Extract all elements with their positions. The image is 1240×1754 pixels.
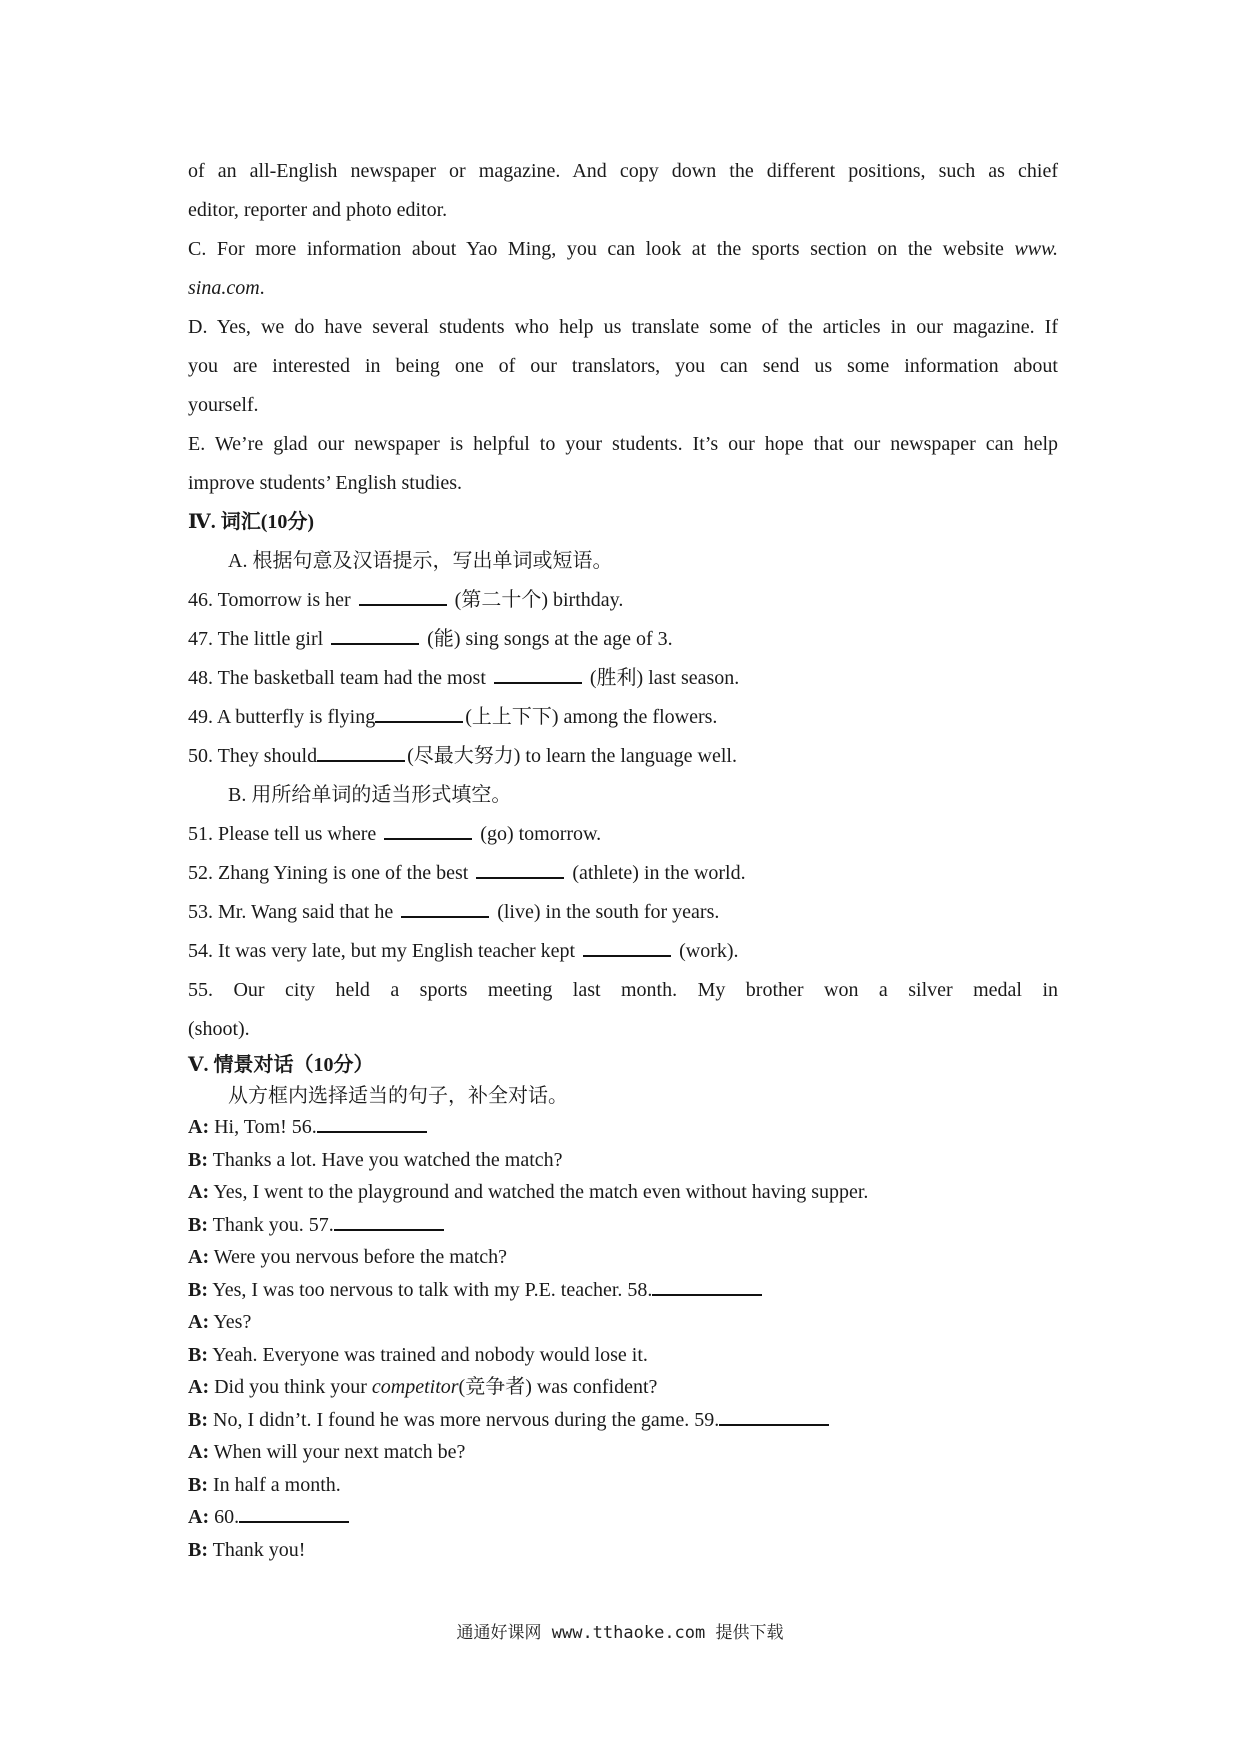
speaker-label: B: (188, 1538, 208, 1561)
dialogue-answer-blank[interactable] (239, 1503, 349, 1523)
question-55-line-1: 55. Our city held a sports meeting last month. My brother won a silver medal in (188, 979, 1058, 1001)
footer-source: 通通好课网 www.tthaoke.com 提供下载 (456, 1623, 784, 1643)
speaker-label: B: (188, 1278, 208, 1301)
speaker-label: B: (188, 1148, 208, 1171)
question-54-hint: (work). (679, 940, 739, 962)
dialogue-lines (188, 1111, 1058, 1566)
dialogue-text: 60. (209, 1506, 240, 1528)
answer-blank-54[interactable] (583, 937, 671, 957)
dialogue-text: Yes, I was too nervous to talk with my P.E. teacher. 58. (208, 1278, 653, 1301)
question-48 (188, 659, 1058, 698)
dialogue-line (188, 1209, 1058, 1242)
question-46-hint: (第二十个) birthday. (454, 589, 624, 611)
section-dialogue (188, 1049, 1058, 1566)
option-c-period: . (259, 277, 265, 299)
answer-blank-50[interactable] (317, 742, 405, 762)
dialogue-line (188, 1144, 1058, 1177)
speaker-label: A: (188, 1311, 210, 1333)
question-50-text: 50. They should (188, 745, 318, 767)
question-53-hint: (live) in the south for years. (497, 901, 720, 923)
question-46 (188, 581, 1058, 620)
question-55-line-2: (shoot). (188, 1018, 250, 1040)
option-e-line-2: improve students’ English studies. (188, 472, 463, 494)
question-50-hint: (尽最大努力) to learn the language well. (407, 745, 737, 767)
answer-blank-49[interactable] (375, 703, 463, 723)
dialogue-text: Yes? (209, 1311, 252, 1333)
section-4-title: Ⅳ. 词汇(10分) (188, 511, 315, 533)
dialogue-text: Did you think your (209, 1376, 372, 1398)
question-54 (188, 932, 1058, 971)
dialogue-line (188, 1339, 1058, 1372)
dialogue-text-after: (竞争者) was confident? (458, 1376, 658, 1398)
dialogue-answer-blank[interactable] (719, 1406, 829, 1426)
option-c-line-1 (188, 230, 1058, 269)
question-52-hint: (athlete) in the world. (572, 862, 746, 884)
dialogue-line (188, 1404, 1058, 1437)
dialogue-text: In half a month. (208, 1473, 341, 1496)
question-54-text: 54. It was very late, but my English teacher kept (188, 940, 576, 962)
dialogue-text: Were you nervous before the match? (209, 1246, 508, 1268)
dialogue-line (188, 1241, 1058, 1274)
section-5-title: Ⅴ. 情景对话（10分） (188, 1054, 374, 1076)
question-50 (188, 737, 1058, 776)
question-52 (188, 854, 1058, 893)
dialogue-line (188, 1371, 1058, 1404)
part-a-instruction: A. 根据句意及汉语提示，写出单词或短语。 (228, 550, 613, 572)
answer-blank-48[interactable] (494, 664, 582, 684)
speaker-label: A: (188, 1246, 210, 1268)
dialogue-instruction: 从方框内选择适当的句子，补全对话。 (228, 1085, 568, 1107)
question-53 (188, 893, 1058, 932)
dialogue-italic-word: competitor (371, 1376, 459, 1398)
option-d-line-2: you are interested in being one of our translators, you can send us some information about (188, 355, 1058, 377)
dialogue-text: Hi, Tom! 56. (209, 1116, 317, 1138)
website-part-1: www. (1014, 238, 1058, 260)
question-47-text: 47. The little girl (188, 628, 324, 650)
dialogue-line (188, 1274, 1058, 1307)
answer-blank-47[interactable] (331, 625, 419, 645)
answer-blank-51[interactable] (384, 820, 472, 840)
dialogue-text: Yes, I went to the playground and watched the match even without having supper. (209, 1181, 869, 1203)
dialogue-text: Thank you! (208, 1538, 306, 1561)
dialogue-line (188, 1306, 1058, 1339)
dialogue-text: No, I didn’t. I found he was more nervous during the game. 59. (208, 1408, 720, 1431)
question-51-text: 51. Please tell us where (188, 823, 377, 845)
option-d-line-3: yourself. (188, 394, 259, 416)
question-49 (188, 698, 1058, 737)
speaker-label: A: (188, 1506, 210, 1528)
speaker-label: A: (188, 1116, 210, 1138)
dialogue-text: Thanks a lot. Have you watched the match? (208, 1148, 563, 1171)
dialogue-line (188, 1111, 1058, 1144)
question-49-text: 49. A butterfly is flying (188, 706, 376, 728)
dialogue-line (188, 1469, 1058, 1502)
question-47-hint: (能) sing songs at the age of 3. (427, 628, 673, 650)
dialogue-text: When will your next match be? (209, 1441, 466, 1463)
speaker-label: B: (188, 1473, 208, 1496)
question-52-text: 52. Zhang Yining is one of the best (188, 862, 469, 884)
question-51-hint: (go) tomorrow. (480, 823, 602, 845)
speaker-label: B: (188, 1343, 208, 1366)
passage-options (188, 152, 1058, 503)
speaker-label: B: (188, 1408, 208, 1431)
dialogue-line (188, 1534, 1058, 1567)
option-c-text: C. For more information about Yao Ming, you can look at the sports section on the website (188, 238, 1015, 260)
option-d-line-1: D. Yes, we do have several students who help us translate some of the articles in our magazine. If (188, 316, 1058, 338)
question-51 (188, 815, 1058, 854)
answer-blank-53[interactable] (401, 898, 489, 918)
question-48-hint: (胜利) last season. (589, 667, 740, 689)
question-53-text: 53. Mr. Wang said that he (188, 901, 394, 923)
dialogue-line (188, 1501, 1058, 1534)
speaker-label: A: (188, 1376, 210, 1398)
speaker-label: A: (188, 1181, 210, 1203)
dialogue-text: Thank you. 57. (208, 1213, 334, 1236)
question-49-hint: (上上下下) among the flowers. (465, 706, 718, 728)
option-c-line-2 (188, 269, 1058, 308)
dialogue-text: Yeah. Everyone was trained and nobody would lose it. (208, 1343, 648, 1366)
question-46-text: 46. Tomorrow is her (188, 589, 351, 611)
option-b-line-2: editor, reporter and photo editor. (188, 199, 448, 221)
speaker-label: A: (188, 1441, 210, 1463)
dialogue-line (188, 1436, 1058, 1469)
answer-blank-46[interactable] (359, 586, 447, 606)
answer-blank-52[interactable] (476, 859, 564, 879)
website-part-2: sina.com (188, 277, 260, 299)
dialogue-answer-blank[interactable] (652, 1276, 762, 1296)
dialogue-line (188, 1176, 1058, 1209)
option-e-line-1: E. We’re glad our newspaper is helpful to your students. It’s our hope that our newspaper can help (188, 433, 1058, 455)
section-vocabulary (188, 503, 1058, 1049)
dialogue-answer-blank[interactable] (334, 1211, 444, 1231)
question-47 (188, 620, 1058, 659)
speaker-label: B: (188, 1213, 208, 1236)
document-page (188, 152, 1058, 1566)
question-48-text: 48. The basketball team had the most (188, 667, 486, 689)
part-b-instruction: B. 用所给单词的适当形式填空。 (228, 784, 512, 806)
dialogue-answer-blank[interactable] (317, 1113, 427, 1133)
option-b-line-1: of an all-English newspaper or magazine. And copy down the different positions, such as chief (188, 160, 1058, 182)
